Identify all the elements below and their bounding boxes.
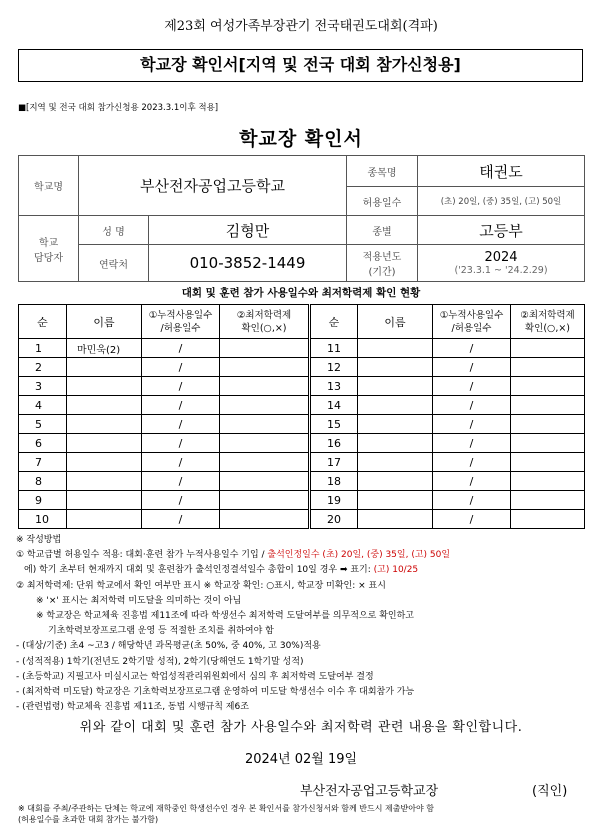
manager-label xyxy=(19,216,79,282)
row-no: 20 xyxy=(310,510,358,529)
row-name xyxy=(67,396,142,415)
row-min-check xyxy=(511,434,585,453)
row-name xyxy=(358,491,433,510)
school-label: 학교명 xyxy=(19,156,79,216)
row-days: / xyxy=(142,472,220,491)
year-value: 2024 xyxy=(484,250,518,265)
row-no: 17 xyxy=(310,453,358,472)
row-no: 15 xyxy=(310,415,358,434)
row-days: / xyxy=(142,396,220,415)
row-days: / xyxy=(433,434,511,453)
row-days: / xyxy=(142,434,220,453)
table-row xyxy=(19,434,585,453)
row-days: / xyxy=(433,339,511,358)
row-no: 19 xyxy=(310,491,358,510)
method-line-8: - (성적적용) 1학기(전년도 2학기말 성적), 2학기(당해연도 1학기말 성적) xyxy=(16,656,304,667)
row-name xyxy=(67,472,142,491)
row-days: / xyxy=(433,491,511,510)
contact-value: 010-3852-1449 xyxy=(149,245,347,282)
method-line-9: - (초등학교) 지필고사 미실시교는 학업성적관리위원회에서 심의 후 최저학력 도달여부 결정 xyxy=(16,671,374,682)
row-name xyxy=(67,415,142,434)
col-min-right: ②최저학력제 확인(○,×) xyxy=(511,305,585,339)
row-no: 11 xyxy=(310,339,358,358)
row-min-check xyxy=(511,396,585,415)
method-line-1: ① 학교급별 허용일수 적용: 대회·훈련 참가 누적사용일수 기입 / 출석인정일수 (초) 20일, (중) 35일, (고) 50일 xyxy=(16,550,451,561)
name-label: 성 명 xyxy=(79,216,149,245)
row-min-check xyxy=(220,510,310,529)
col-min-left: ②최저학력제 확인(○,×) xyxy=(220,305,310,339)
row-min-check xyxy=(220,415,310,434)
row-min-check xyxy=(220,472,310,491)
row-no: 13 xyxy=(310,377,358,396)
col-name-right: 이름 xyxy=(358,305,433,339)
col-days-left: ①누적사용일수 /허용일수 xyxy=(142,305,220,339)
method-line-5: ※ 학교장은 학교체육 진흥법 제11조에 따라 학생선수 최저학력 도달여부를 의무적으로 확인하고 xyxy=(36,611,414,622)
row-days: / xyxy=(142,510,220,529)
table-row xyxy=(19,377,585,396)
contact-label: 연락처 xyxy=(79,245,149,282)
official-seal: (직인) xyxy=(532,784,568,799)
row-no: 18 xyxy=(310,472,358,491)
row-min-check xyxy=(511,491,585,510)
row-min-check xyxy=(511,339,585,358)
row-days: / xyxy=(142,491,220,510)
row-no: 16 xyxy=(310,434,358,453)
row-name xyxy=(67,377,142,396)
table-row xyxy=(19,491,585,510)
row-name xyxy=(67,358,142,377)
row-no: 2 xyxy=(19,358,67,377)
row-days: / xyxy=(142,415,220,434)
row-days: / xyxy=(433,358,511,377)
row-name xyxy=(67,453,142,472)
row-days: / xyxy=(142,358,220,377)
confirmation-statement: 위와 같이 대회 및 훈련 참가 사용일수와 최저학력 관련 내용을 확인합니다. xyxy=(79,720,523,735)
allowed-days-label: 허용일수 xyxy=(347,187,418,216)
category-label: 종별 xyxy=(347,216,418,245)
year-label-line2: (기간) xyxy=(368,267,396,278)
document-title: 학교장 확인서 xyxy=(239,128,363,150)
row-days: / xyxy=(433,472,511,491)
row-no: 7 xyxy=(19,453,67,472)
method-title: ※ 작성방법 xyxy=(16,535,62,545)
method-line-7: - (대상/기준) 초4 ~고3 / 해당학년 과목평균(초 50%, 중 40%, 고 30%)적용 xyxy=(16,641,321,652)
footer-note-line1: ※ 대회를 주최/주관하는 단체는 학교에 재학중인 학생선수인 경우 본 확인서를 참가신청서와 함께 반드시 제출받아야 함 xyxy=(18,804,434,813)
event-value: 태권도 xyxy=(418,156,585,187)
row-no: 5 xyxy=(19,415,67,434)
row-name xyxy=(358,415,433,434)
row-name: 마민욱(2) xyxy=(67,339,142,358)
allowed-days-value: (초) 20일, (중) 35일, (고) 50일 xyxy=(418,187,585,216)
manager-name: 김형만 xyxy=(149,216,347,245)
year-label-line1: 적용년도 xyxy=(362,252,402,263)
row-name xyxy=(358,358,433,377)
table-row xyxy=(19,358,585,377)
table-row xyxy=(19,396,585,415)
row-min-check xyxy=(511,377,585,396)
row-min-check xyxy=(220,377,310,396)
method-line-10: - (최저학력 미도달) 학교장은 기초학력보장프로그램 운영하여 미도달 학생선수 이수 후 대회참가 가능 xyxy=(16,687,415,698)
row-name xyxy=(358,339,433,358)
year-label xyxy=(347,245,418,282)
row-days: / xyxy=(142,339,220,358)
row-min-check xyxy=(220,358,310,377)
row-no: 6 xyxy=(19,434,67,453)
applicability-note: ■[지역 및 전국 대회 참가신청용 2023.3.1이후 적용] xyxy=(18,103,219,113)
row-no: 3 xyxy=(19,377,67,396)
row-name xyxy=(358,377,433,396)
table-row xyxy=(19,453,585,472)
records-table xyxy=(18,304,585,529)
row-name xyxy=(358,453,433,472)
footer-note xyxy=(18,803,588,825)
row-no: 12 xyxy=(310,358,358,377)
table-row xyxy=(19,415,585,434)
method-line-4: ※ '×' 표시는 최저학력 미도달을 의미하는 것이 아님 xyxy=(36,595,242,606)
row-days: / xyxy=(142,453,220,472)
row-min-check xyxy=(220,491,310,510)
row-min-check xyxy=(220,434,310,453)
table-row xyxy=(19,339,585,358)
method-line-2: 에) 학기 초부터 현재까지 대회 및 훈련참가 출석인정결석일수 총합이 10일 경우 ➡ 표기: (고) 10/25 xyxy=(24,565,419,576)
table-row xyxy=(19,510,585,529)
event-title: 제23회 여성가족부장관기 전국태권도대회(격파) xyxy=(164,19,438,34)
row-no: 4 xyxy=(19,396,67,415)
col-name-left: 이름 xyxy=(67,305,142,339)
row-min-check xyxy=(511,415,585,434)
col-days-right: ①누적사용일수 /허용일수 xyxy=(433,305,511,339)
row-name xyxy=(358,434,433,453)
records-section-title: 대회 및 훈련 참가 사용일수와 최저학력제 확인 현황 xyxy=(181,287,421,299)
row-name xyxy=(358,510,433,529)
row-name xyxy=(67,510,142,529)
method-line-3: ② 최저학력제: 단위 학교에서 확인 여부만 표시 ※ 학교장 확인: ○표시, 학교장 미확인: × 표시 xyxy=(16,580,386,591)
manager-label-line2: 담당자 xyxy=(34,252,63,264)
method-line-11: - (관련법령) 학교체육 진흥법 제11조, 동법 시행규칙 제6조 xyxy=(16,702,249,713)
row-no: 10 xyxy=(19,510,67,529)
method-line-6: 기초학력보장프로그램 운영 등 적절한 조치를 취하여야 함 xyxy=(48,626,274,637)
row-no: 9 xyxy=(19,491,67,510)
row-min-check xyxy=(220,396,310,415)
school-info-table xyxy=(18,155,585,282)
row-min-check xyxy=(220,453,310,472)
row-days: / xyxy=(433,510,511,529)
row-name xyxy=(358,396,433,415)
row-no: 14 xyxy=(310,396,358,415)
manager-label-line1: 학교 xyxy=(38,237,59,249)
year-period: ('23.3.1 ~ '24.2.29) xyxy=(454,265,548,276)
row-min-check xyxy=(511,472,585,491)
row-min-check xyxy=(220,339,310,358)
row-name xyxy=(67,434,142,453)
col-no-left: 순 xyxy=(19,305,67,339)
row-no: 8 xyxy=(19,472,67,491)
category-value: 고등부 xyxy=(418,216,585,245)
school-name: 부산전자공업고등학교 xyxy=(79,156,347,216)
principal-signature: 부산전자공업고등학교장 xyxy=(300,784,439,799)
year-cell xyxy=(418,245,585,282)
row-name xyxy=(67,491,142,510)
row-days: / xyxy=(142,377,220,396)
event-label: 종목명 xyxy=(347,156,418,187)
row-min-check xyxy=(511,453,585,472)
footer-note-line2: (허용일수를 초과한 대회 참가는 불가함) xyxy=(18,815,159,824)
row-days: / xyxy=(433,415,511,434)
col-no-right: 순 xyxy=(310,305,358,339)
row-min-check xyxy=(511,510,585,529)
issue-date: 2024년 02월 19일 xyxy=(244,752,358,767)
table-row xyxy=(19,472,585,491)
row-min-check xyxy=(511,358,585,377)
row-name xyxy=(358,472,433,491)
row-days: / xyxy=(433,377,511,396)
row-days: / xyxy=(433,453,511,472)
row-no: 1 xyxy=(19,339,67,358)
row-days: / xyxy=(433,396,511,415)
writing-method xyxy=(16,533,591,715)
document-banner: 학교장 확인서[지역 및 전국 대회 참가신청용] xyxy=(18,49,583,82)
